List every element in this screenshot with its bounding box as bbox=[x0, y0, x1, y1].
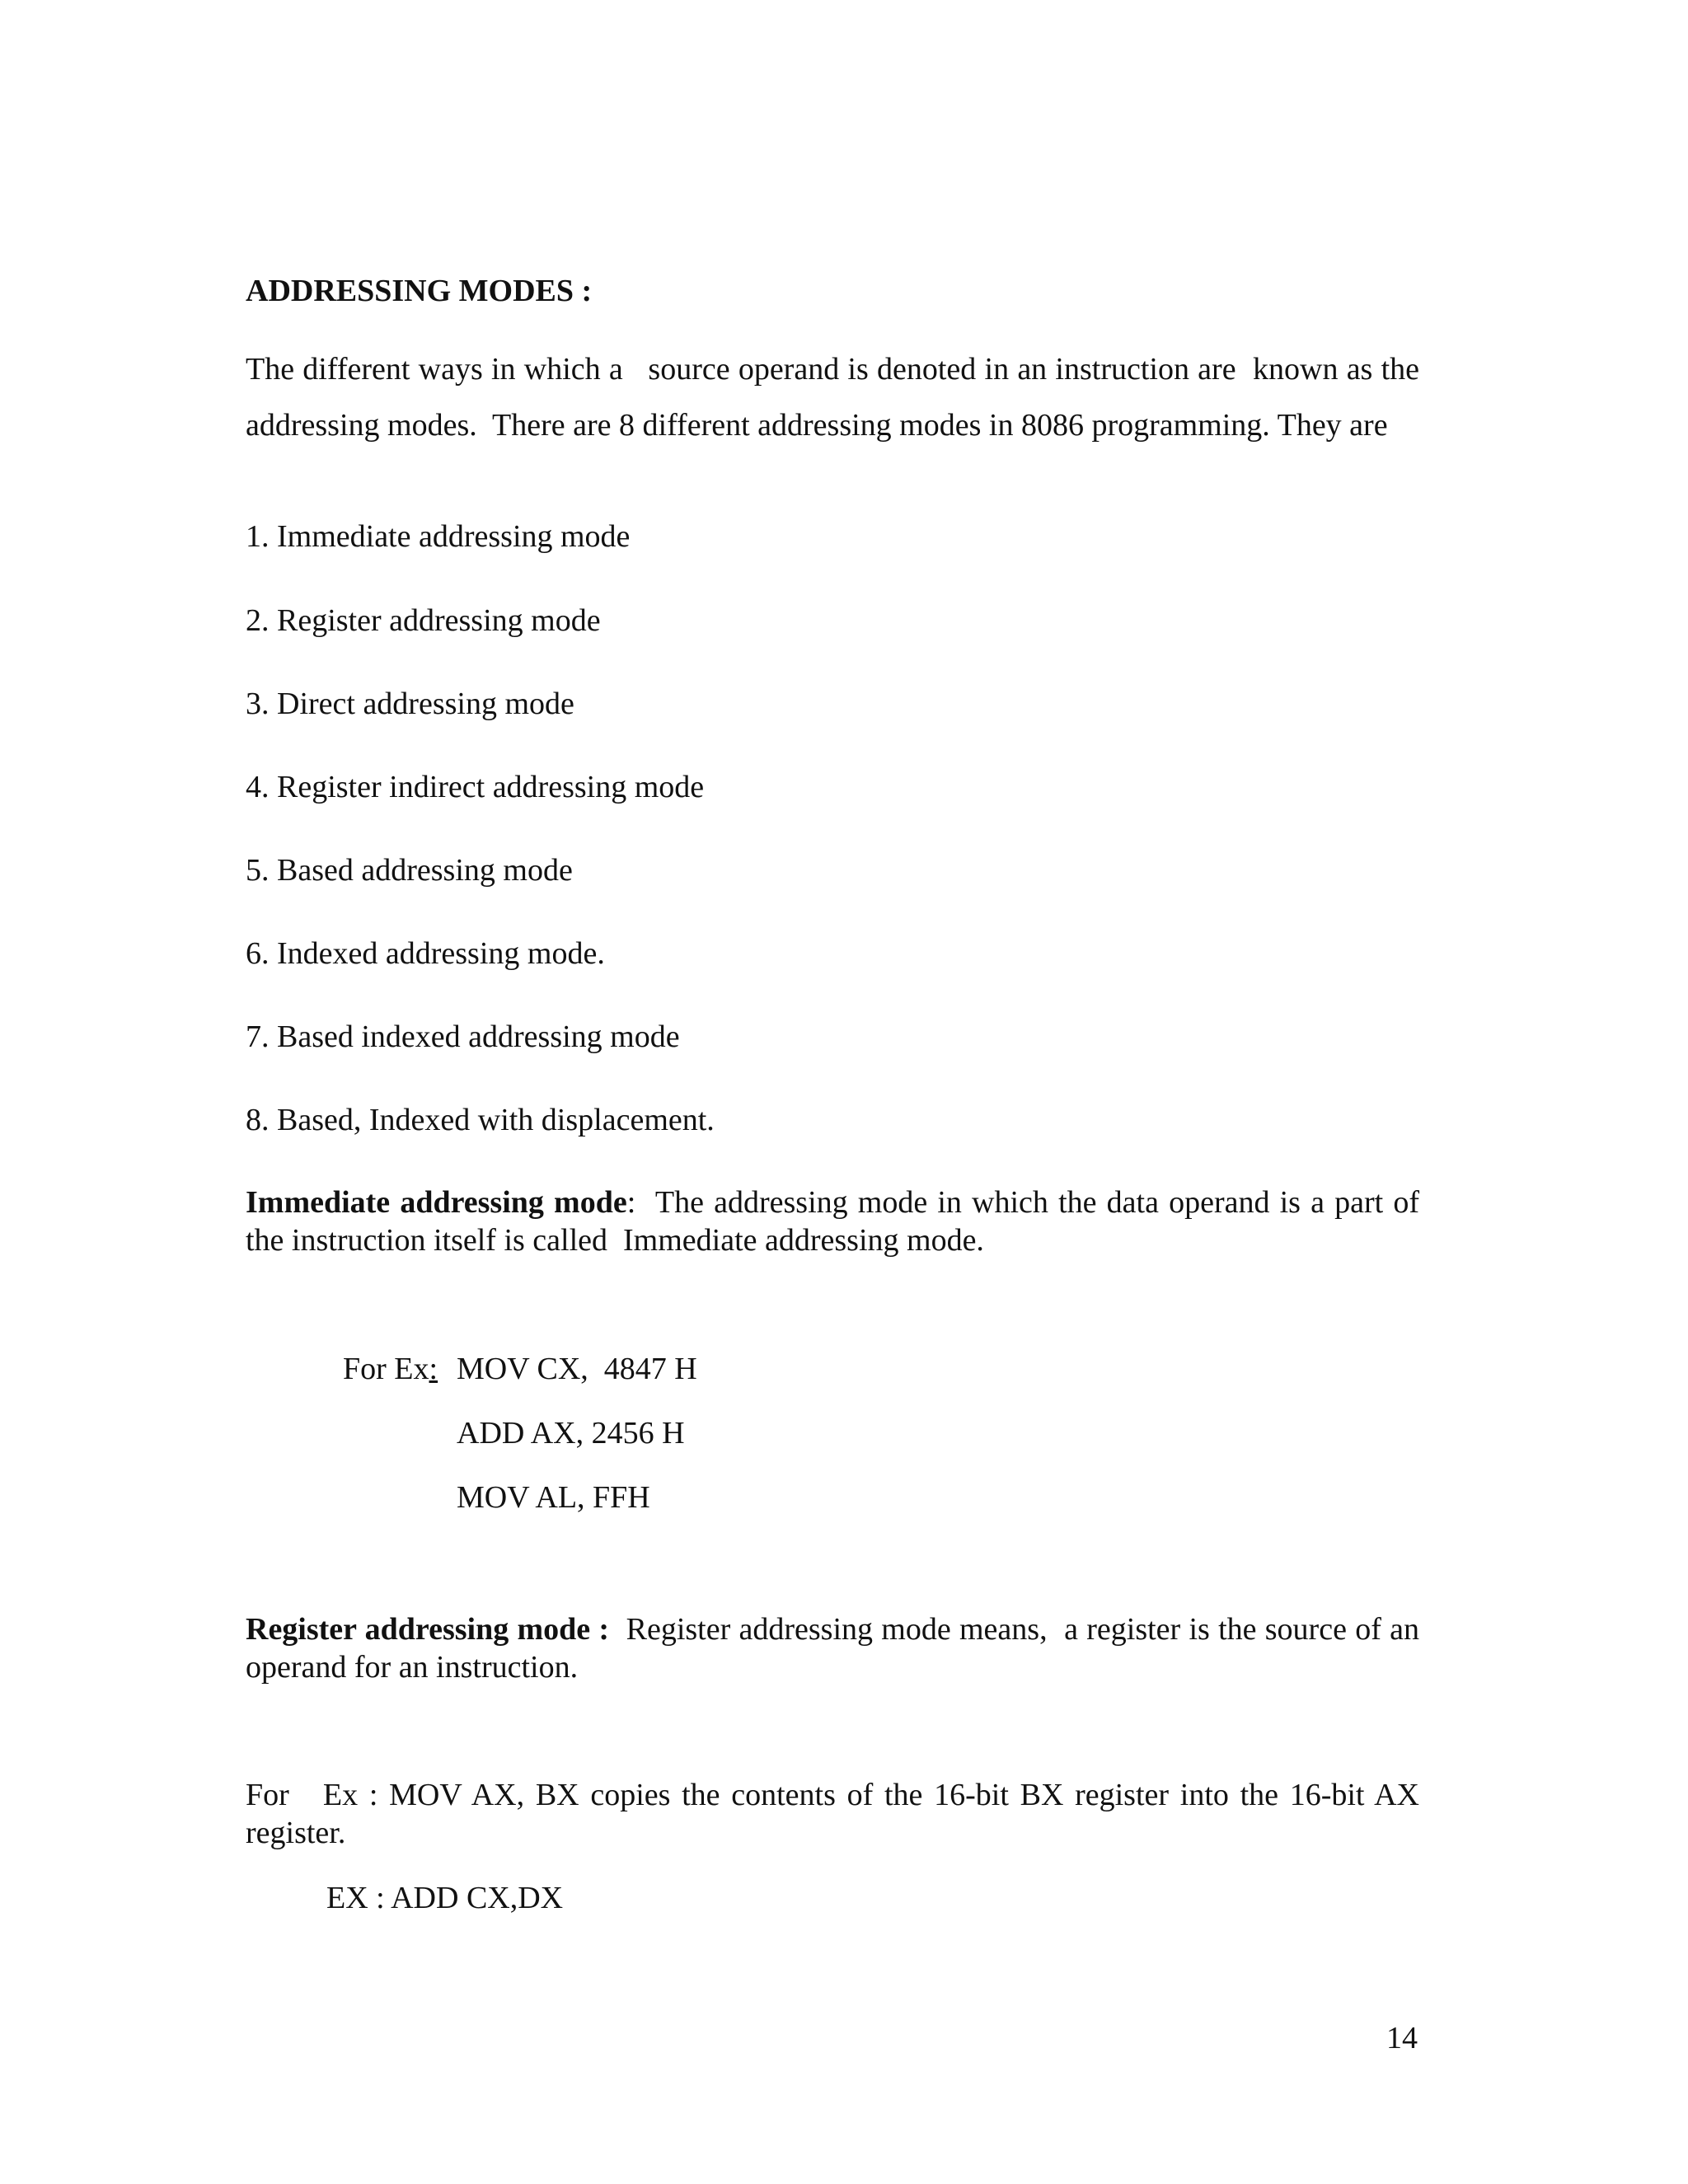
immediate-example-label bbox=[343, 1350, 438, 1388]
mode-list-item-2: 2. Register addressing mode bbox=[246, 603, 601, 638]
intro-paragraph: The different ways in which a source operand is denoted in an instruction are known as the addressing modes. There are 8 different addressing modes in 8086 programming. They are bbox=[246, 352, 1443, 443]
immediate-mode-text: The addressing mode in which the data operand is a part of the instruction itself is called Immediate addressing mode. bbox=[246, 1185, 1428, 1258]
immediate-mode-definition bbox=[246, 1183, 1428, 1259]
immediate-mode-term: Immediate addressing mode bbox=[246, 1185, 627, 1220]
immediate-example-2: ADD AX, 2456 H bbox=[457, 1416, 685, 1451]
register-mode-definition bbox=[246, 1610, 1428, 1686]
example-label-text: For Ex bbox=[343, 1352, 429, 1386]
mode-list-item-4: 4. Register indirect addressing mode bbox=[246, 770, 705, 804]
register-example-text: For Ex : MOV AX, BX copies the contents of the 16-bit BX register into the 16-bit AX register. bbox=[246, 1778, 1428, 1850]
register-mode-text: Register addressing mode means, a register is the source of an operand for an instruction. bbox=[246, 1612, 1428, 1685]
mode-list-item-6: 6. Indexed addressing mode. bbox=[246, 936, 605, 971]
mode-list-item-3: 3. Direct addressing mode bbox=[246, 687, 574, 721]
register-mode-term: Register addressing mode : bbox=[246, 1612, 610, 1647]
mode-list-item-7: 7. Based indexed addressing mode bbox=[246, 1019, 680, 1054]
register-example-2: EX : ADD CX,DX bbox=[326, 1881, 564, 1915]
immediate-mode-colon: : bbox=[626, 1185, 636, 1220]
mode-list-item-8: 8. Based, Indexed with displacement. bbox=[246, 1103, 715, 1137]
mode-list-item-5: 5. Based addressing mode bbox=[246, 853, 573, 888]
section-heading: ADDRESSING MODES : bbox=[246, 274, 593, 308]
mode-list-item-1: 1. Immediate addressing mode bbox=[246, 519, 631, 554]
immediate-example-3: MOV AL, FFH bbox=[457, 1480, 650, 1515]
example-label-colon: : bbox=[429, 1352, 438, 1386]
page-number: 14 bbox=[1386, 2021, 1418, 2055]
immediate-example-1: MOV CX, 4847 H bbox=[457, 1352, 697, 1386]
